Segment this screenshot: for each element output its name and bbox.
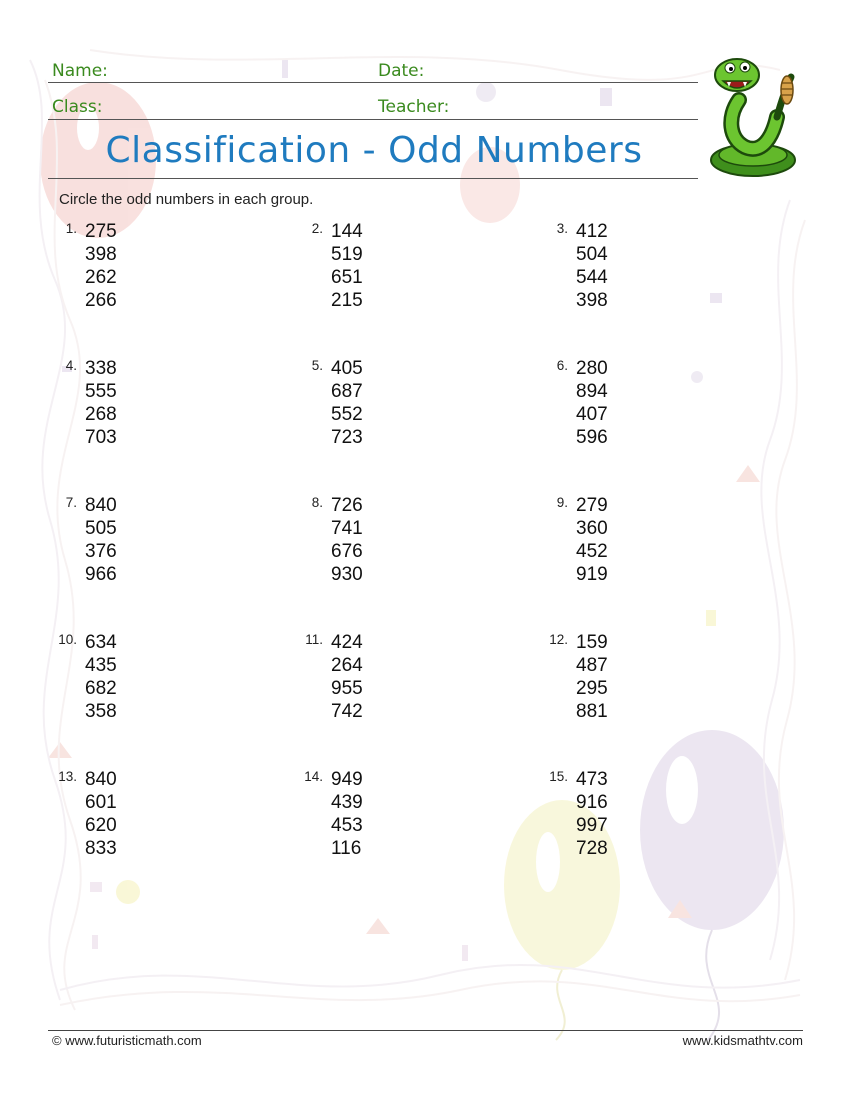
number-option[interactable]: 295 [576,678,608,699]
problem-number: 6. [556,358,568,373]
number-option[interactable]: 601 [85,792,117,813]
number-option[interactable]: 881 [576,701,608,722]
number-option[interactable]: 279 [576,495,608,516]
class-label: Class: [52,97,103,117]
number-option[interactable]: 159 [576,632,608,653]
number-list [331,357,363,449]
page-title: Classification - Odd Numbers [105,130,643,171]
number-option[interactable]: 833 [85,838,117,859]
number-option[interactable]: 634 [85,632,117,653]
number-option[interactable]: 264 [331,655,363,676]
teacher-label: Teacher: [378,97,450,117]
number-option[interactable]: 407 [576,404,608,425]
instructions-text: Circle the odd numbers in each group. [59,191,314,208]
number-option[interactable]: 840 [85,495,117,516]
number-list [576,631,608,723]
number-option[interactable]: 358 [85,701,117,722]
number-list [85,631,117,723]
number-option[interactable]: 262 [85,267,117,288]
number-option[interactable]: 682 [85,678,117,699]
number-list [331,494,363,586]
number-list [576,768,608,860]
number-list [576,357,608,449]
number-option[interactable]: 742 [331,701,363,722]
number-option[interactable]: 338 [85,358,117,379]
number-option[interactable]: 519 [331,244,363,265]
problem-number: 8. [311,495,323,510]
date-label: Date: [378,61,425,81]
number-option[interactable]: 398 [576,290,608,311]
number-option[interactable]: 651 [331,267,363,288]
number-list [85,220,117,312]
number-list [331,631,363,723]
problem-number: 12. [549,632,568,647]
number-option[interactable]: 360 [576,518,608,539]
number-option[interactable]: 452 [576,541,608,562]
problem-number: 10. [58,632,77,647]
number-option[interactable]: 919 [576,564,608,585]
problem-number: 7. [65,495,77,510]
problem-number: 2. [311,221,323,236]
problem-number: 5. [311,358,323,373]
number-option[interactable]: 687 [331,381,363,402]
number-option[interactable]: 116 [331,838,362,859]
problem-number: 4. [65,358,77,373]
number-option[interactable]: 555 [85,381,117,402]
problem-number: 3. [556,221,568,236]
number-option[interactable]: 275 [85,221,117,242]
number-list [331,220,363,312]
number-option[interactable]: 398 [85,244,117,265]
number-option[interactable]: 997 [576,815,608,836]
number-option[interactable]: 840 [85,769,117,790]
number-option[interactable]: 504 [576,244,608,265]
footer-divider [48,1030,803,1031]
number-option[interactable]: 544 [576,267,608,288]
number-list [576,494,608,586]
problem-number: 15. [549,769,568,784]
footer-copyright: © www.futuristicmath.com [52,1033,202,1048]
number-option[interactable]: 487 [576,655,608,676]
problem-number: 13. [58,769,77,784]
number-option[interactable]: 435 [85,655,117,676]
number-option[interactable]: 552 [331,404,363,425]
number-option[interactable]: 723 [331,427,363,448]
problem-number: 14. [304,769,323,784]
number-option[interactable]: 741 [331,518,363,539]
number-option[interactable]: 405 [331,358,363,379]
number-list [85,494,117,586]
number-option[interactable]: 676 [331,541,363,562]
number-option[interactable]: 439 [331,792,363,813]
number-option[interactable]: 215 [331,290,363,311]
number-option[interactable]: 930 [331,564,363,585]
number-option[interactable]: 376 [85,541,117,562]
number-option[interactable]: 955 [331,678,363,699]
number-option[interactable]: 949 [331,769,363,790]
number-list [576,220,608,312]
number-option[interactable]: 268 [85,404,117,425]
number-option[interactable]: 266 [85,290,117,311]
number-option[interactable]: 453 [331,815,363,836]
footer-site-link: www.kidsmathtv.com [682,1033,803,1048]
number-option[interactable]: 473 [576,769,608,790]
number-option[interactable]: 424 [331,632,363,653]
problem-number: 11. [305,632,323,647]
number-list [85,768,117,860]
number-option[interactable]: 966 [85,564,117,585]
number-list [331,768,363,860]
number-option[interactable]: 505 [85,518,117,539]
number-list [85,357,117,449]
number-option[interactable]: 144 [331,221,363,242]
problem-number: 1. [65,221,77,236]
problem-number: 9. [556,495,568,510]
number-option[interactable]: 620 [85,815,117,836]
number-option[interactable]: 596 [576,427,608,448]
number-option[interactable]: 412 [576,221,608,242]
number-option[interactable]: 726 [331,495,363,516]
number-option[interactable]: 894 [576,381,608,402]
number-option[interactable]: 728 [576,838,608,859]
number-option[interactable]: 703 [85,427,117,448]
number-option[interactable]: 916 [576,792,608,813]
number-option[interactable]: 280 [576,358,608,379]
name-label: Name: [52,61,108,81]
